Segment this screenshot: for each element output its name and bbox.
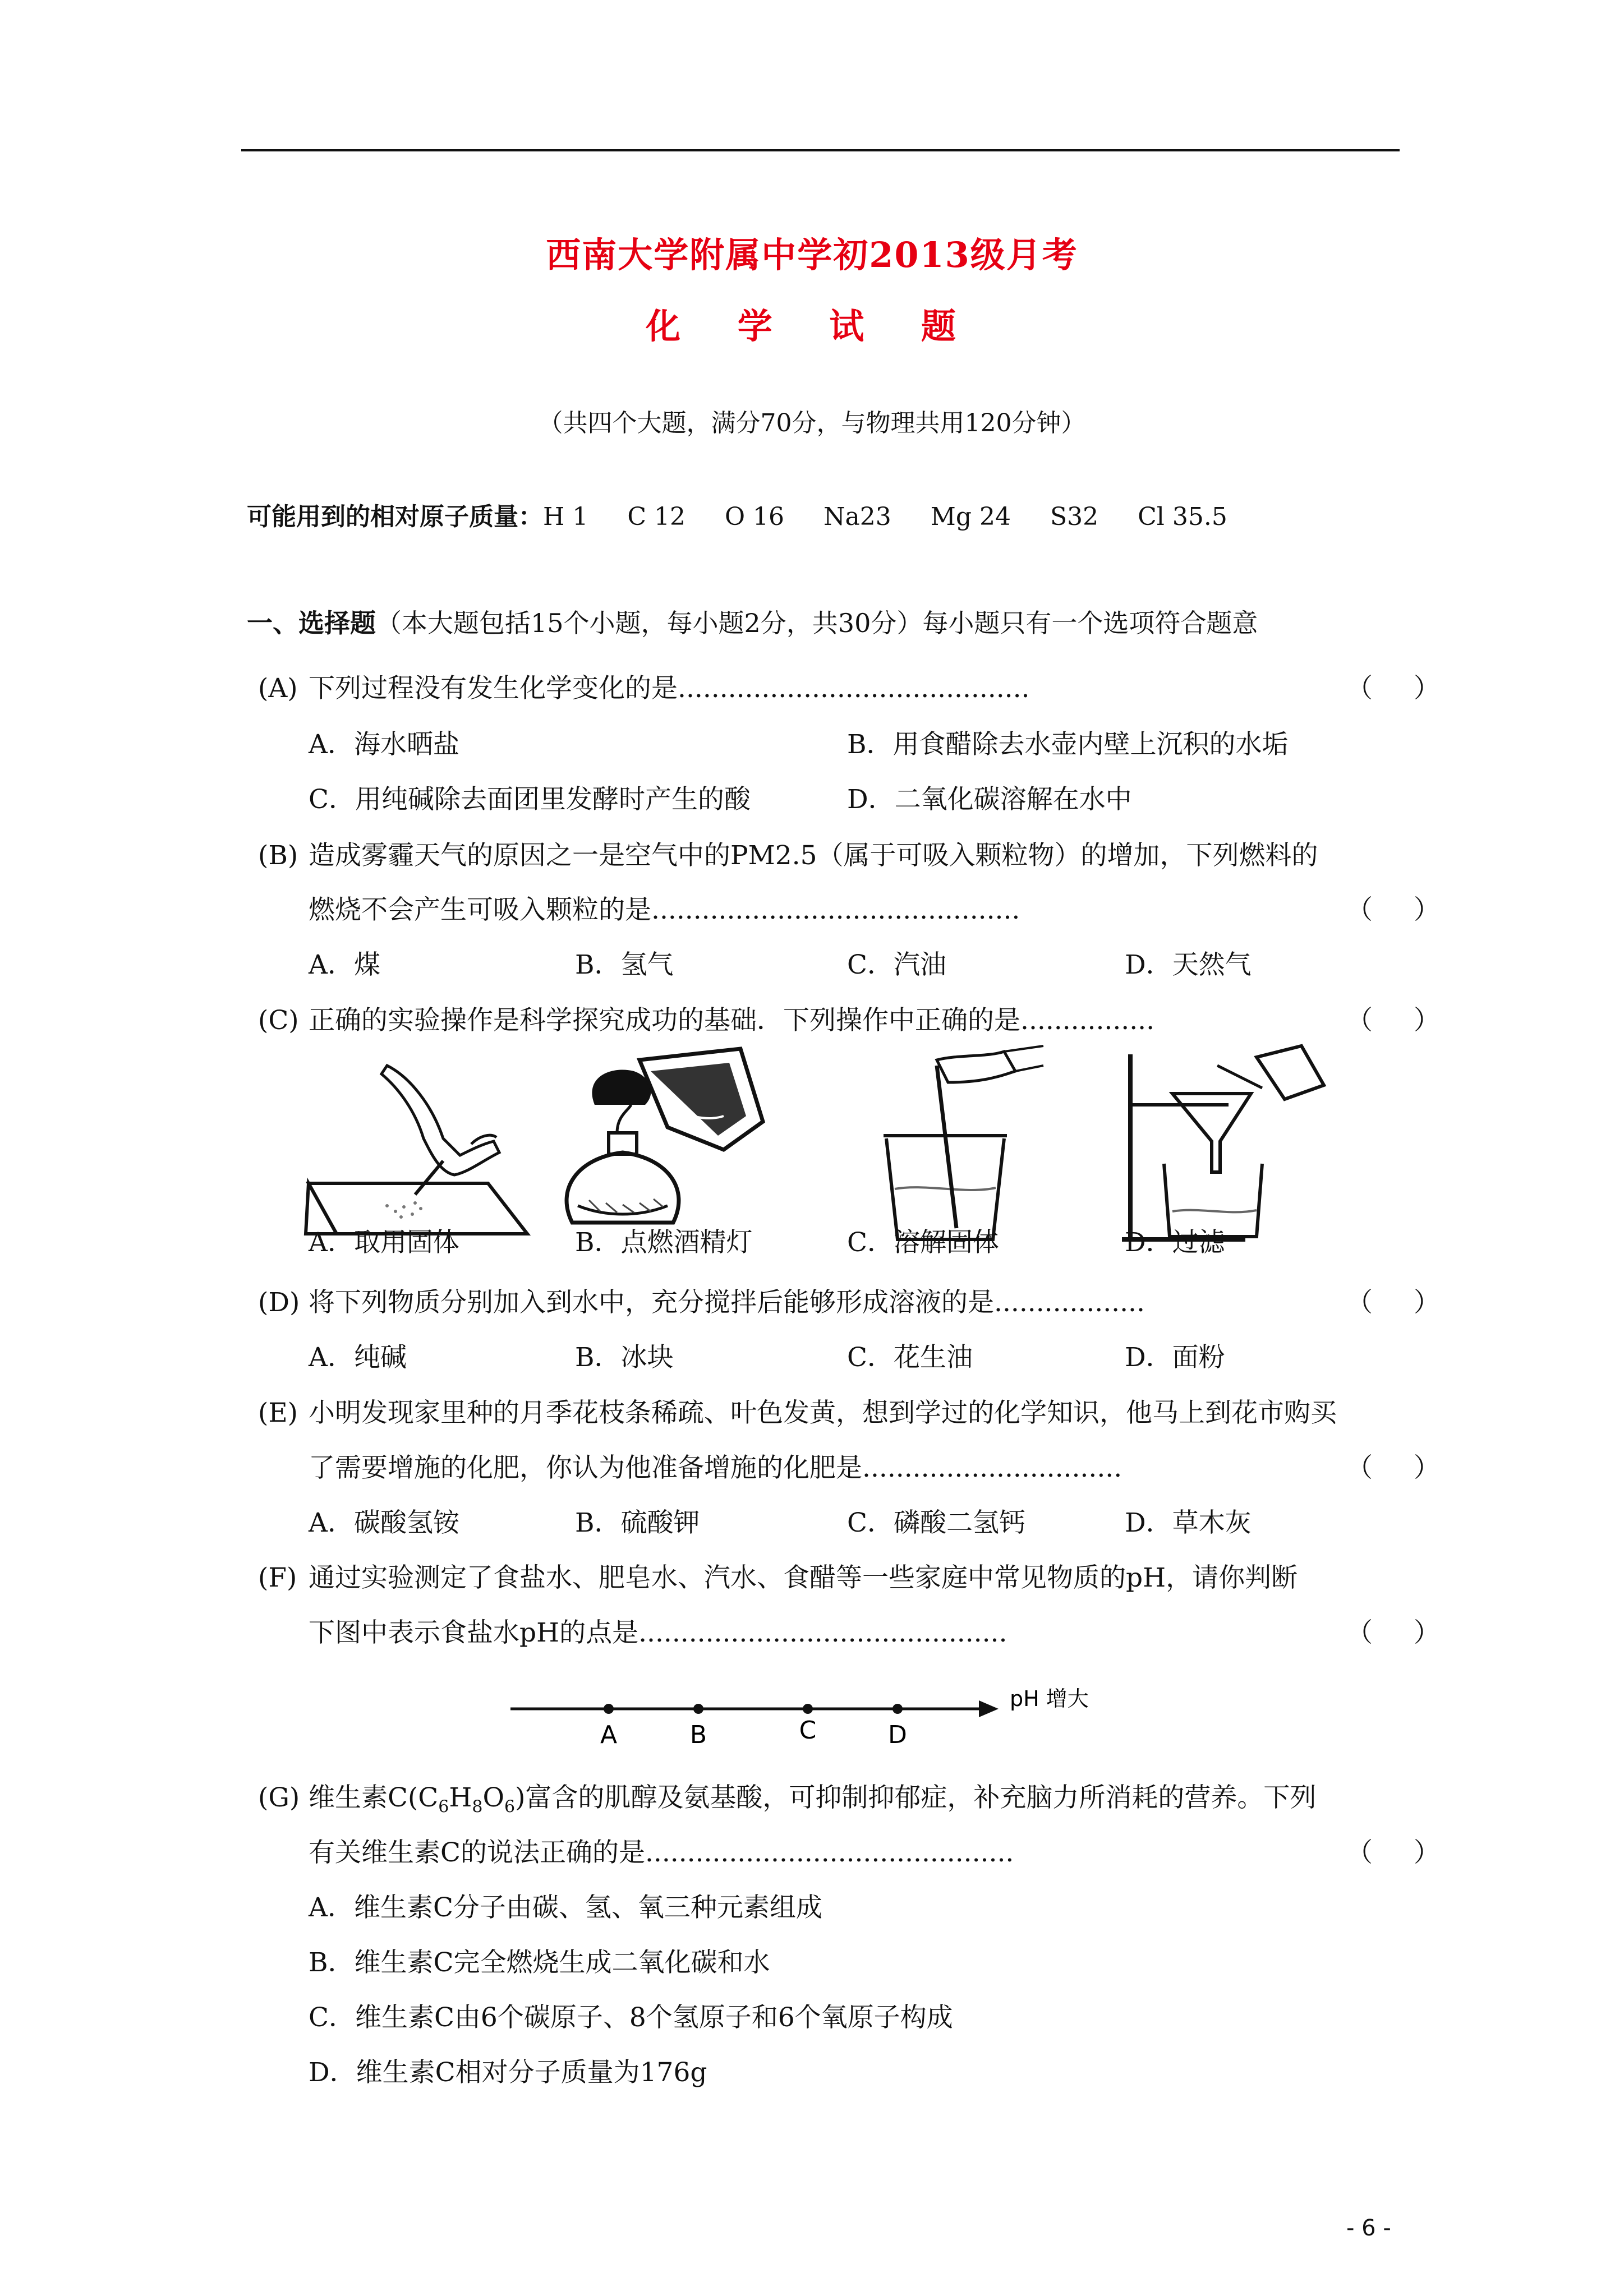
- option-d: D．天然气: [1125, 949, 1252, 980]
- question-text: 下列过程没有发生化学变化的是..........................................: [309, 673, 1030, 704]
- ph-point-d: [892, 1704, 903, 1714]
- answer-paren-open: （: [1346, 1617, 1373, 1648]
- option-c: C．溶解固体: [847, 1227, 999, 1258]
- question-text: 维生素C(C: [309, 1782, 439, 1813]
- question-text: O: [482, 1782, 504, 1813]
- exam-school-title: 西南大学附属中学初2013级月考: [546, 234, 1078, 275]
- ph-point-a: [604, 1704, 614, 1714]
- question-b-stem: [258, 835, 1318, 872]
- option-c: C．磷酸二氢钙: [847, 1507, 1025, 1538]
- answer-paren-close: ）: [1414, 1005, 1440, 1036]
- question-text: 造成雾霾天气的原因之一是空气中的PM2.5（属于可吸入颗粒物）的增加，下列燃料的: [309, 840, 1318, 871]
- exam-subject-title: 化 学 试 题: [646, 306, 978, 347]
- answer-paren-open: （: [1346, 895, 1373, 925]
- ph-axis-arrow: [979, 1700, 999, 1717]
- lighting-alcohol-lamp-illustration: [539, 1038, 774, 1251]
- option-b: B．氢气: [575, 949, 674, 980]
- question-text: 了需要增施的化肥，你认为他准备增施的化肥是...............................: [309, 1453, 1122, 1483]
- question-text: 将下列物质分别加入到水中，充分搅拌后能够形成溶液的是..................: [309, 1287, 1145, 1318]
- question-text: 小明发现家里种的月季花枝条稀疏、叶色发黄，想到学过的化学知识，他马上到花市购买: [309, 1398, 1337, 1428]
- option-a: A．煤: [309, 949, 380, 980]
- ph-axis-label: pH 增大: [1010, 1686, 1089, 1711]
- option-c: C．维生素C由6个碳原子、8个氢原子和6个氧原子构成: [309, 2002, 953, 2033]
- option-d: D．维生素C相对分子质量为176g: [309, 2057, 707, 2088]
- exam-note: （共四个大题，满分70分，与物理共用120分钟）: [538, 409, 1086, 437]
- option-a: A．海水晒盐: [309, 729, 459, 760]
- answer-paren-close: ）: [1414, 1837, 1440, 1868]
- answer-paren-open: （: [1346, 1287, 1373, 1318]
- answer-paren-close: ）: [1414, 1287, 1440, 1318]
- atomic-mass-line: [247, 496, 1227, 532]
- question-label: (F): [258, 1562, 297, 1593]
- question-label: (D): [258, 1287, 300, 1318]
- ph-point-c: [803, 1704, 813, 1714]
- question-g-stem: [258, 1777, 1316, 1816]
- subscript: 6: [438, 1797, 449, 1817]
- question-label: (B): [258, 840, 298, 871]
- option-d: D．过滤: [1125, 1227, 1225, 1258]
- question-label: (G): [258, 1782, 300, 1813]
- question-text: 通过实验测定了食盐水、肥皂水、汽水、食醋等一些家庭中常见物质的pH，请你判断: [309, 1562, 1298, 1593]
- header-rule: [241, 149, 1400, 151]
- answer-paren-close: ）: [1414, 895, 1440, 925]
- atomic-mass-value: O 16: [725, 502, 785, 531]
- question-e-stem: [258, 1392, 1337, 1430]
- option-c: C．用纯碱除去面团里发酵时产生的酸: [309, 784, 751, 815]
- option-b: B．冰块: [575, 1342, 674, 1373]
- option-b: B．维生素C完全燃烧生成二氧化碳和水: [309, 1947, 770, 1978]
- question-c-stem: [258, 999, 1154, 1037]
- question-text: 正确的实验操作是科学探究成功的基础．下列操作中正确的是................: [309, 1005, 1155, 1036]
- question-text: 有关维生素C的说法正确的是............................................: [309, 1837, 1014, 1868]
- option-b: B．点燃酒精灯: [575, 1227, 753, 1258]
- question-label: (E): [258, 1398, 298, 1428]
- answer-paren-open: （: [1346, 1837, 1373, 1868]
- take-solid-illustration: [303, 1043, 539, 1245]
- option-d: D．面粉: [1125, 1342, 1225, 1373]
- answer-paren-open: （: [1346, 1005, 1373, 1036]
- ph-axis: [505, 1677, 1122, 1755]
- option-c: C．花生油: [847, 1342, 973, 1373]
- answer-paren-close: ）: [1414, 1617, 1440, 1648]
- question-text: )富含的肌醇及氨基酸，可抑制抑郁症，补充脑力所消耗的营养。下列: [515, 1782, 1317, 1813]
- atomic-mass-value: Mg 24: [930, 502, 1011, 531]
- subscript: 6: [504, 1797, 516, 1817]
- option-b: B．硫酸钾: [575, 1507, 700, 1538]
- option-d: D．草木灰: [1125, 1507, 1252, 1538]
- answer-paren-close: ）: [1414, 673, 1440, 704]
- answer-paren-open: （: [1346, 673, 1373, 704]
- question-text: H: [449, 1782, 472, 1813]
- option-a: A．纯碱: [309, 1342, 407, 1373]
- ph-label-c: C: [799, 1716, 817, 1745]
- question-label: (A): [258, 673, 298, 704]
- section-heading: [247, 603, 1258, 640]
- atomic-mass-label: 可能用到的相对原子质量：: [247, 502, 543, 531]
- question-d-stem: [258, 1281, 1145, 1319]
- atomic-mass-value: C 12: [627, 502, 686, 531]
- option-a: A．维生素C分子由碳、氢、氧三种元素组成: [309, 1892, 822, 1923]
- option-d: D．二氧化碳溶解在水中: [847, 784, 1132, 815]
- atomic-mass-value: S32: [1050, 502, 1099, 531]
- dissolving-solid-illustration: [875, 1043, 1055, 1251]
- page-number: - 6 -: [1346, 2215, 1391, 2241]
- ph-label-b: B: [689, 1721, 707, 1749]
- option-a: A．碳酸氢铵: [309, 1507, 459, 1538]
- option-a: A．取用固体: [309, 1227, 459, 1258]
- section-title: 一、选择题: [247, 608, 376, 638]
- option-b: B．用食醋除去水壶内壁上沉积的水垢: [847, 729, 1289, 760]
- answer-paren-open: （: [1346, 1453, 1373, 1483]
- answer-paren-close: ）: [1414, 1453, 1440, 1483]
- option-c: C．汽油: [847, 949, 946, 980]
- question-label: (C): [258, 1005, 299, 1036]
- question-f-stem: [258, 1557, 1298, 1594]
- atomic-mass-value: Cl 35.5: [1138, 502, 1227, 531]
- atomic-mass-value: H 1: [543, 502, 588, 531]
- question-text: 下图中表示食盐水pH的点是............................................: [309, 1617, 1007, 1648]
- ph-label-d: D: [888, 1721, 907, 1749]
- question-a-stem: [258, 667, 1029, 705]
- ph-point-b: [693, 1704, 703, 1714]
- subscript: 8: [472, 1797, 483, 1817]
- section-description: （本大题包括15个小题，每小题2分，共30分）每小题只有一个选项符合题意: [376, 608, 1258, 638]
- question-text: 燃烧不会产生可吸入颗粒的是............................................: [309, 895, 1020, 925]
- ph-label-a: A: [600, 1721, 618, 1749]
- atomic-mass-value: Na23: [823, 502, 891, 531]
- filtration-illustration: [1116, 1043, 1341, 1251]
